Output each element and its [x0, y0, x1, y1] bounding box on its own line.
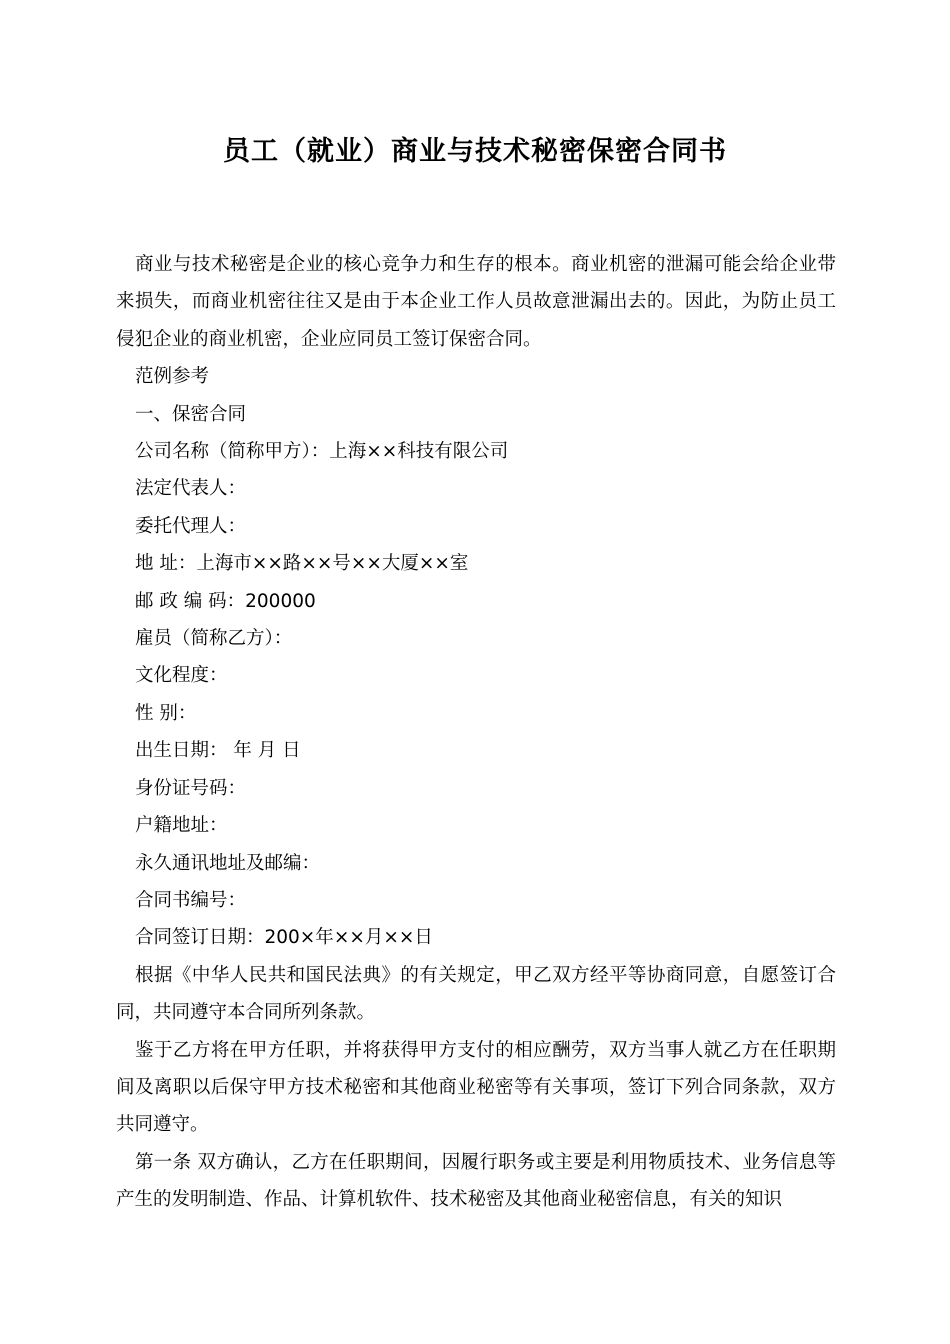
document-body: [116, 246, 836, 1219]
intro-paragraph: 商业与技术秘密是企业的核心竞争力和生存的根本。商业机密的泄漏可能会给企业带来损失，而商业机密往往又是由于本企业工作人员故意泄漏出去的。因此，为防止员工侵犯企业的商业机密，企业应同员工签订保密合同。: [116, 254, 836, 350]
article-one-paragraph: 第一条 双方确认，乙方在任职期间，因履行职务或主要是利用物质技术、业务信息等产生的发明制造、作品、计算机软件、技术秘密及其他商业秘密信息，有关的知识: [116, 1151, 836, 1211]
recital-paragraph: 鉴于乙方将在甲方任职，并将获得甲方支付的相应酬劳，双方当事人就乙方在任职期间及离职以后保守甲方技术秘密和其他商业秘密等有关事项，签订下列合同条款，双方共同遵守。: [116, 1039, 836, 1136]
household-address-line: 户籍地址：: [135, 815, 228, 837]
company-name-line: 公司名称（简称甲方）：上海××科技有限公司: [135, 441, 509, 463]
birth-date-line: 出生日期： 年 月 日: [135, 740, 301, 762]
example-heading: 范例参考: [135, 366, 210, 388]
legal-basis-paragraph: 根据《中华人民共和国民法典》的有关规定，甲乙双方经平等协商同意，自愿签订合同，共同遵守本合同所列条款。: [116, 964, 836, 1024]
permanent-address-line: 永久通讯地址及邮编：: [135, 852, 321, 874]
employee-line: 雇员（简称乙方）：: [135, 628, 293, 650]
id-number-line: 身份证号码：: [135, 777, 247, 799]
contract-number-line: 合同书编号：: [135, 889, 247, 911]
authorized-agent-line: 委托代理人：: [135, 515, 247, 537]
legal-representative-line: 法定代表人：: [135, 478, 247, 500]
signing-date-line: 合同签订日期：200×年××月××日: [135, 927, 433, 949]
address-line: 地 址：上海市××路××号××大厦××室: [135, 553, 469, 575]
education-line: 文化程度：: [135, 665, 228, 687]
document-title: 员工（就业）商业与技术秘密保密合同书: [223, 136, 727, 167]
section-heading: 一、保密合同: [135, 403, 247, 425]
postal-code-line: 邮 政 编 码：200000: [135, 590, 316, 612]
gender-line: 性 别：: [135, 702, 197, 724]
